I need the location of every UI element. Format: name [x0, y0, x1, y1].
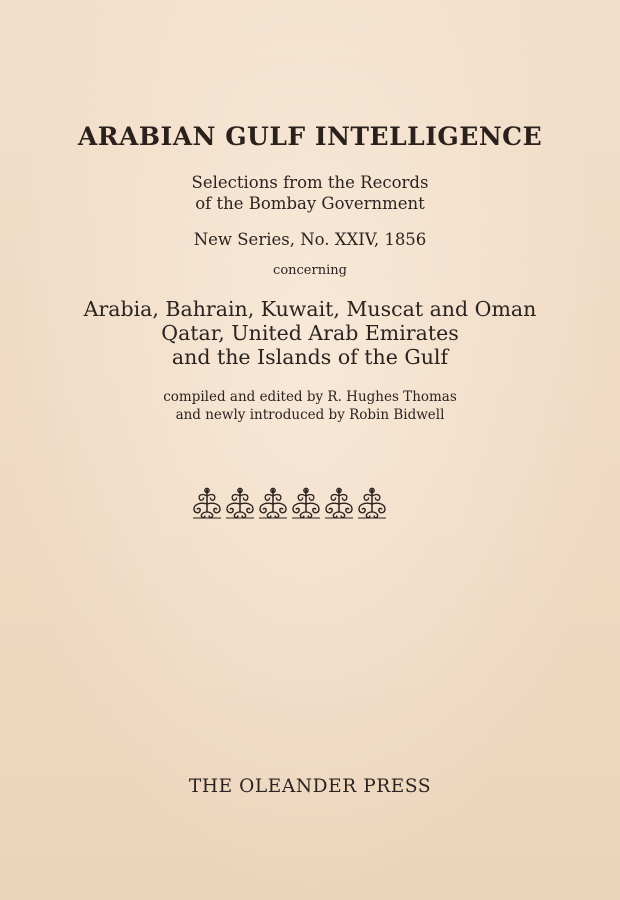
introduction-credit: and newly introduced by Robin Bidwell	[175, 407, 445, 423]
places-line-3: and the Islands of the Gulf	[171, 345, 449, 369]
fleuron-ornament-icon	[191, 486, 387, 522]
series-info: New Series, No. XXIV, 1856	[193, 230, 427, 249]
subtitle-line-2: of the Bombay Government	[195, 194, 425, 213]
places-line-1: Arabia, Bahrain, Kuwait, Muscat and Oman	[83, 297, 537, 321]
publisher-name: THE OLEANDER PRESS	[188, 776, 432, 797]
places-line-2: Qatar, United Arab Emirates	[161, 321, 459, 345]
subtitle-line-1: Selections from the Records	[191, 173, 429, 192]
concerning-label: concerning	[273, 263, 347, 278]
editor-credit: compiled and edited by R. Hughes Thomas	[163, 389, 457, 405]
book-title: ARABIAN GULF INTELLIGENCE	[77, 122, 543, 151]
